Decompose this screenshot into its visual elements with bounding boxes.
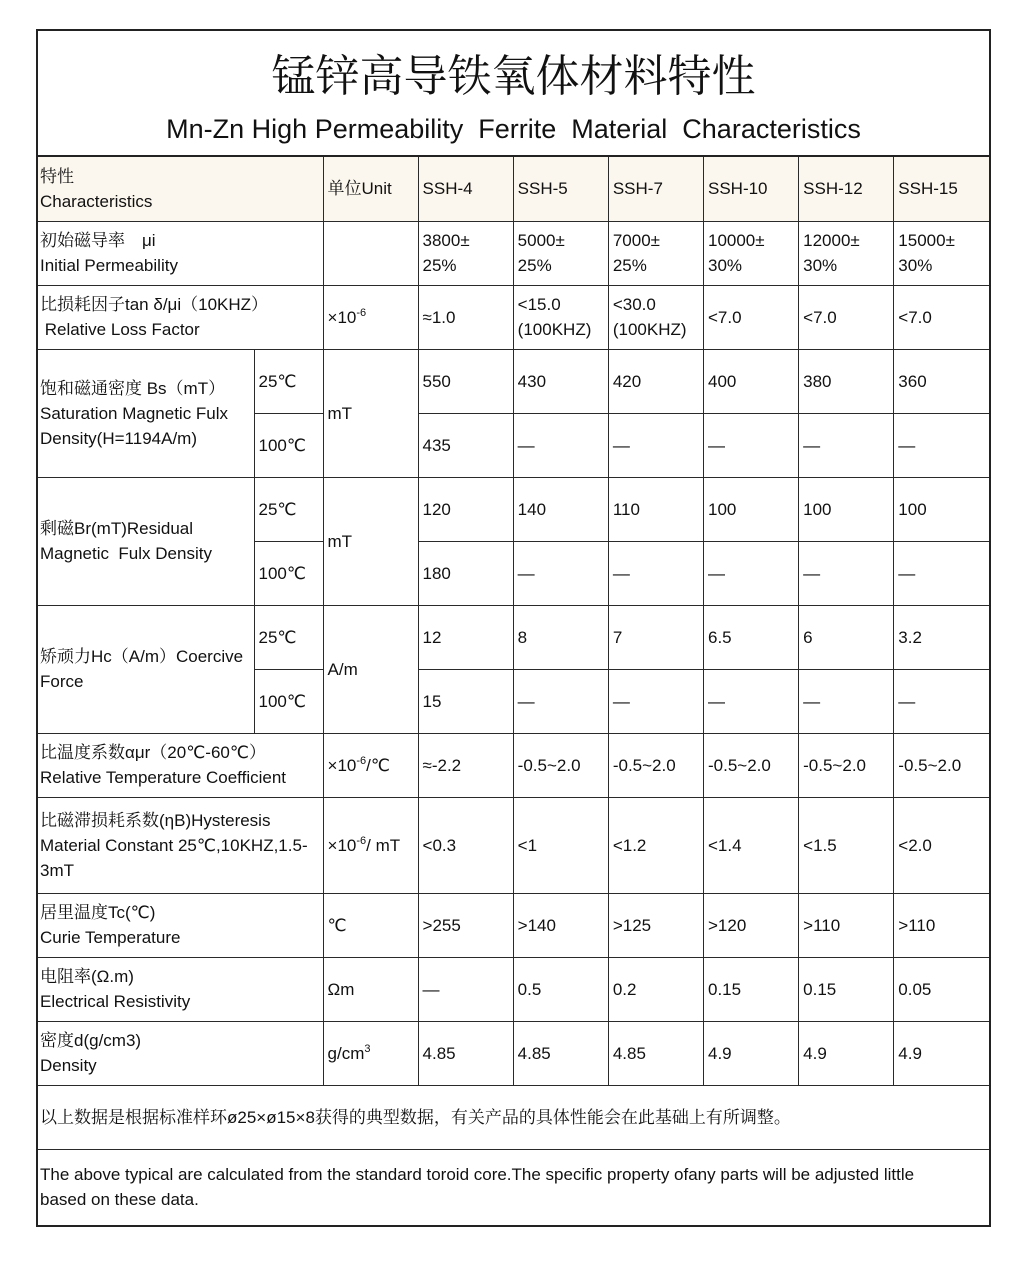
coercive-value: 6 — [799, 605, 894, 669]
curie-temperature-label — [38, 893, 323, 957]
label-line: 比损耗因子tan δ/μi（10KHZ） — [40, 295, 269, 314]
label-line: Material Constant 25℃,10KHZ,1.5- — [40, 835, 308, 855]
hysteresis-value: <1.4 — [703, 797, 798, 893]
curie-temperature-value: >110 — [799, 893, 894, 957]
resistivity-label — [38, 957, 323, 1021]
coercive-value: — — [608, 669, 703, 733]
characteristics-table — [38, 157, 989, 1225]
coercive-value: 6.5 — [703, 605, 798, 669]
coercive-value: — — [513, 669, 608, 733]
density-value: 4.9 — [703, 1021, 798, 1085]
coercive-unit: A/m — [323, 605, 418, 733]
initial-permeability-label — [38, 221, 323, 285]
saturation-value: 550 — [418, 349, 513, 413]
page-title-cn: 锰锌高导铁氧体材料特性 — [271, 51, 756, 102]
loss-factor-row — [38, 285, 989, 349]
temperature-coefficient-unit — [323, 733, 418, 797]
residual-value: 100 — [799, 477, 894, 541]
note-en-line: based on these data. — [40, 1190, 199, 1210]
residual-value: 180 — [418, 541, 513, 605]
header-characteristic-en: Characteristics — [40, 191, 153, 211]
temperature-25c: 25℃ — [254, 477, 323, 541]
document-frame — [36, 29, 991, 1227]
loss-factor-value: <7.0 — [799, 285, 894, 349]
initial-permeability-unit — [323, 221, 418, 285]
note-en — [38, 1149, 989, 1225]
density-unit — [323, 1021, 418, 1085]
saturation-value: 430 — [513, 349, 608, 413]
note-cn: 以上数据是根据标准样环ø25×ø15×8获得的典型数据，有关产品的具体性能会在此基础上有所调整。 — [38, 1085, 989, 1149]
hysteresis-value: <0.3 — [418, 797, 513, 893]
hysteresis-value: <2.0 — [894, 797, 989, 893]
label-line: 3mT — [40, 860, 74, 880]
label-line: 矫顽力Hc（A/m）Coercive — [40, 647, 244, 666]
residual-value: 140 — [513, 477, 608, 541]
temperature-coefficient-value: -0.5~2.0 — [894, 733, 989, 797]
label-line: Relative Loss Factor — [40, 320, 200, 339]
hysteresis-value: <1.2 — [608, 797, 703, 893]
unit-exponent: 3 — [364, 1042, 371, 1055]
resistivity-unit: Ωm — [323, 957, 418, 1021]
initial-permeability-value: 10000± 30% — [703, 221, 798, 285]
loss-factor-value: <15.0 (100KHZ) — [513, 285, 608, 349]
temperature-25c: 25℃ — [254, 605, 323, 669]
resistivity-value: 0.05 — [894, 957, 989, 1021]
residual-row-25c — [38, 477, 989, 541]
resistivity-value: — — [418, 957, 513, 1021]
density-value: 4.85 — [608, 1021, 703, 1085]
hysteresis-row — [38, 797, 989, 893]
residual-value: 100 — [894, 477, 989, 541]
temperature-coefficient-value: -0.5~2.0 — [608, 733, 703, 797]
resistivity-value: 0.2 — [608, 957, 703, 1021]
curie-temperature-unit: ℃ — [323, 893, 418, 957]
label-line: 初始磁导率 μi — [40, 231, 156, 250]
coercive-row-25c — [38, 605, 989, 669]
label-line: Relative Temperature Coefficient — [40, 768, 287, 787]
initial-permeability-value: 3800± 25% — [418, 221, 513, 285]
curie-temperature-value: >125 — [608, 893, 703, 957]
hysteresis-label — [38, 797, 323, 893]
label-line: Curie Temperature — [40, 928, 181, 947]
loss-factor-value: ≈1.0 — [418, 285, 513, 349]
saturation-value: 380 — [799, 349, 894, 413]
temperature-25c: 25℃ — [254, 349, 323, 413]
hysteresis-value: <1 — [513, 797, 608, 893]
header-characteristic — [38, 157, 323, 221]
residual-value: — — [894, 541, 989, 605]
hysteresis-unit — [323, 797, 418, 893]
temperature-coefficient-value: -0.5~2.0 — [513, 733, 608, 797]
unit-base: ×10 — [327, 835, 357, 855]
loss-factor-unit — [323, 285, 418, 349]
unit-suffix: /℃ — [366, 755, 390, 775]
loss-factor-label — [38, 285, 323, 349]
note-en-line: The above typical are calculated from the standard toroid core.The specific property ofany parts will be adjusted little — [40, 1165, 915, 1185]
grade-header-ssh-5: SSH-5 — [513, 157, 608, 221]
coercive-label — [38, 605, 254, 733]
label-line: 居里温度Tc(℃) — [40, 903, 156, 922]
temperature-coefficient-value: ≈-2.2 — [418, 733, 513, 797]
grade-header-ssh-12: SSH-12 — [799, 157, 894, 221]
coercive-value: 8 — [513, 605, 608, 669]
label-line: 密度d(g/cm3) — [40, 1031, 142, 1050]
temperature-coefficient-value: -0.5~2.0 — [703, 733, 798, 797]
unit-exponent: -6 — [356, 834, 367, 847]
loss-factor-value: <7.0 — [894, 285, 989, 349]
grade-header-ssh-7: SSH-7 — [608, 157, 703, 221]
title-block — [38, 31, 989, 157]
saturation-value: 360 — [894, 349, 989, 413]
residual-value: 100 — [703, 477, 798, 541]
temperature-100c: 100℃ — [254, 541, 323, 605]
residual-value: — — [513, 541, 608, 605]
saturation-value: — — [799, 413, 894, 477]
unit-exponent: -6 — [356, 306, 367, 319]
saturation-label — [38, 349, 254, 477]
residual-value: 120 — [418, 477, 513, 541]
label-line: 饱和磁通密度 Bs（mT） — [40, 378, 226, 398]
curie-temperature-value: >255 — [418, 893, 513, 957]
saturation-value: — — [703, 413, 798, 477]
temperature-coefficient-row — [38, 733, 989, 797]
curie-temperature-value: >120 — [703, 893, 798, 957]
density-value: 4.85 — [513, 1021, 608, 1085]
density-value: 4.85 — [418, 1021, 513, 1085]
initial-permeability-row — [38, 221, 989, 285]
initial-permeability-value: 7000± 25% — [608, 221, 703, 285]
coercive-value: 7 — [608, 605, 703, 669]
label-line: Saturation Magnetic Fulx — [40, 403, 229, 423]
unit-suffix: / mT — [366, 835, 401, 855]
unit-exponent: -6 — [356, 754, 367, 767]
label-line: Density(H=1194A/m) — [40, 428, 197, 448]
temperature-100c: 100℃ — [254, 669, 323, 733]
label-line: 比磁滞损耗系数(ηB)Hysteresis — [40, 810, 271, 830]
label-line: 剩磁Br(mT)Residual — [40, 519, 194, 538]
label-line: Electrical Resistivity — [40, 992, 191, 1011]
note-cn-row — [38, 1085, 989, 1149]
saturation-row-25c — [38, 349, 989, 413]
saturation-value: — — [894, 413, 989, 477]
curie-temperature-value: >140 — [513, 893, 608, 957]
label-line: Initial Permeability — [40, 256, 178, 275]
page-title-en: Mn-Zn High Permeability Ferrite Material Characteristics — [166, 114, 861, 144]
residual-value: — — [799, 541, 894, 605]
coercive-value: — — [703, 669, 798, 733]
initial-permeability-value: 15000± 30% — [894, 221, 989, 285]
coercive-value: 12 — [418, 605, 513, 669]
header-unit: 单位Unit — [323, 157, 418, 221]
residual-unit: mT — [323, 477, 418, 605]
label-line: Magnetic Fulx Density — [40, 544, 212, 563]
label-line: Force — [40, 672, 84, 691]
initial-permeability-value: 12000± 30% — [799, 221, 894, 285]
resistivity-value: 0.5 — [513, 957, 608, 1021]
residual-label — [38, 477, 254, 605]
coercive-value: 3.2 — [894, 605, 989, 669]
saturation-value: 400 — [703, 349, 798, 413]
density-label — [38, 1021, 323, 1085]
coercive-value: 15 — [418, 669, 513, 733]
temperature-coefficient-label — [38, 733, 323, 797]
table-header-row — [38, 157, 989, 221]
coercive-value: — — [894, 669, 989, 733]
residual-value: — — [608, 541, 703, 605]
density-value: 4.9 — [799, 1021, 894, 1085]
saturation-value: — — [608, 413, 703, 477]
label-line: 比温度系数αμr（20℃-60℃） — [40, 743, 266, 762]
saturation-value: 420 — [608, 349, 703, 413]
coercive-value: — — [799, 669, 894, 733]
initial-permeability-value: 5000± 25% — [513, 221, 608, 285]
saturation-value: — — [513, 413, 608, 477]
note-en-row — [38, 1149, 989, 1225]
label-line: Density — [40, 1056, 97, 1075]
temperature-100c: 100℃ — [254, 413, 323, 477]
unit-base: g/cm — [327, 1043, 365, 1063]
resistivity-row — [38, 957, 989, 1021]
residual-value: 110 — [608, 477, 703, 541]
header-characteristic-cn: 特性 — [40, 166, 74, 186]
residual-value: — — [703, 541, 798, 605]
curie-temperature-value: >110 — [894, 893, 989, 957]
loss-factor-value: <30.0 (100KHZ) — [608, 285, 703, 349]
resistivity-value: 0.15 — [799, 957, 894, 1021]
loss-factor-value: <7.0 — [703, 285, 798, 349]
grade-header-ssh-10: SSH-10 — [703, 157, 798, 221]
density-row — [38, 1021, 989, 1085]
grade-header-ssh-4: SSH-4 — [418, 157, 513, 221]
unit-base: ×10 — [327, 755, 357, 775]
label-line: 电阻率(Ω.m) — [40, 967, 134, 986]
curie-temperature-row — [38, 893, 989, 957]
saturation-unit: mT — [323, 349, 418, 477]
hysteresis-value: <1.5 — [799, 797, 894, 893]
density-value: 4.9 — [894, 1021, 989, 1085]
unit-base: ×10 — [327, 307, 357, 327]
grade-header-ssh-15: SSH-15 — [894, 157, 989, 221]
saturation-value: 435 — [418, 413, 513, 477]
resistivity-value: 0.15 — [703, 957, 798, 1021]
temperature-coefficient-value: -0.5~2.0 — [799, 733, 894, 797]
